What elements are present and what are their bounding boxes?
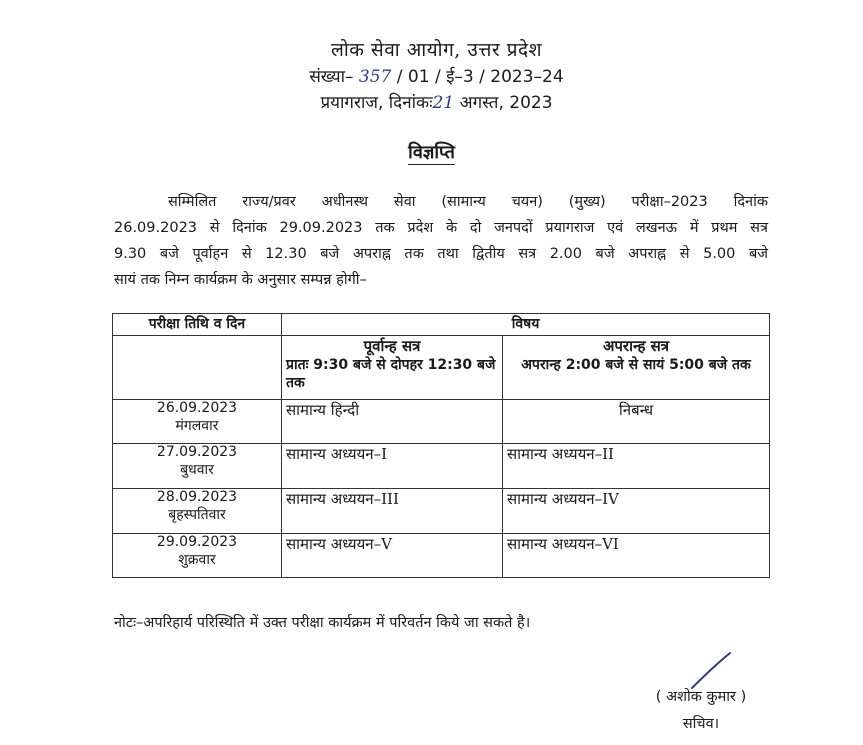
row-day: बुधवार: [180, 462, 214, 478]
row-session-1-subject: सामान्य अध्ययन–V: [282, 534, 503, 578]
table-row: [113, 489, 770, 534]
date-handwritten-day: 21: [432, 93, 455, 113]
table-row: [113, 400, 770, 444]
header-session-1: [282, 336, 503, 400]
reference-number: [5, 64, 863, 87]
row-day: बृहस्पतिवार: [168, 507, 226, 523]
row-day: मंगलवार: [175, 418, 219, 434]
paragraph-line: 9.30 बजे पूर्वाहन से 12.30 बजे अपराह्न तक तथा द्वितीय सत्र 2.00 बजे अपराह्न से 5.00 बजे: [114, 246, 768, 262]
reference-handwritten-number: 357: [358, 67, 392, 87]
row-session-1-subject: सामान्य अध्ययन–I: [282, 444, 503, 489]
table-row: [113, 534, 770, 578]
row-date: 29.09.2023: [156, 534, 238, 550]
session-1-title: पूर्वान्ह सत्र: [363, 337, 421, 355]
notice-title: [0, 140, 863, 164]
place-date: [5, 90, 863, 113]
notice-title-text: विज्ञप्ति: [408, 142, 455, 163]
paragraph-line: 26.09.2023 से दिनांक 29.09.2023 तक प्रदेश के दो जनपदों प्रयागराज एवं लखनऊ में प्रथम सत्र: [114, 220, 768, 236]
date-suffix: अगस्त, 2023: [459, 93, 553, 113]
session-1-time: प्रातः 9:30 बजे से दोपहर 12:30 बजे तक: [286, 357, 496, 391]
notice-paragraph: [114, 189, 768, 293]
header-subject: विषय: [282, 314, 770, 336]
header-empty-cell: [113, 336, 282, 400]
note-text: नोटः–अपरिहार्य परिस्थिति में उक्त परीक्षा कार्यक्रम में परिवर्तन किये जा सकते है।: [114, 615, 531, 631]
paragraph-line: सायं तक निम्न कार्यक्रम के अनुसार सम्पन्न होगी–: [114, 272, 367, 288]
row-session-2-subject: सामान्य अध्ययन–II: [503, 444, 770, 489]
row-session-1-subject: सामान्य हिन्दी: [282, 400, 503, 444]
row-date: 28.09.2023: [156, 489, 238, 505]
header-session-2: [503, 336, 770, 400]
row-date: 27.09.2023: [156, 444, 238, 460]
exam-schedule-table: [112, 313, 770, 578]
reference-prefix: संख्या–: [309, 67, 354, 87]
row-day: शुक्रवार: [178, 552, 216, 568]
date-prefix: प्रयागराज, दिनांकः: [320, 93, 433, 113]
signatory-designation: सचिव।: [682, 716, 720, 732]
row-session-2-subject: सामान्य अध्ययन–IV: [503, 489, 770, 534]
paragraph-line: सम्मिलित राज्य/प्रवर अधीनस्थ सेवा (सामान्य चयन) (मुख्य) परीक्षा–2023 दिनांक: [168, 194, 768, 210]
row-date: 26.09.2023: [156, 400, 238, 416]
organization-name: लोक सेवा आयोग, उत्तर प्रदेश: [330, 39, 543, 61]
reference-suffix: / 01 / ई–3 / 2023–24: [396, 67, 564, 87]
session-2-time: अपरान्ह 2:00 बजे से सायं 5:00 बजे तक: [521, 357, 751, 373]
table-row: [113, 444, 770, 489]
row-session-2-subject: सामान्य अध्ययन–VI: [503, 534, 770, 578]
row-session-1-subject: सामान्य अध्ययन–III: [282, 489, 503, 534]
signatory-name: ( अशोक कुमार ): [655, 689, 747, 705]
session-2-title: अपरान्ह सत्र: [602, 337, 670, 355]
row-session-2-subject: निबन्ध: [503, 400, 770, 444]
header-date-day: परीक्षा तिथि व दिन: [113, 314, 282, 336]
